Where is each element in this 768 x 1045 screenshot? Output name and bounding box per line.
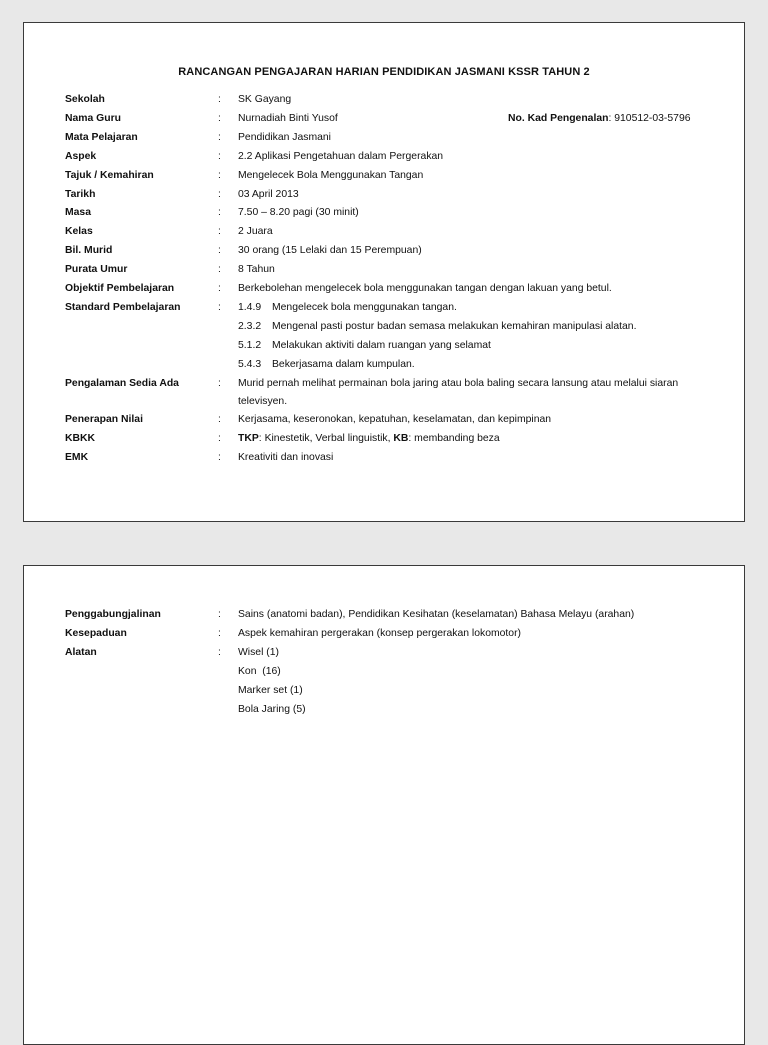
colon-separator: : [218,377,221,389]
value-purata-umur: 8 Tahun [238,264,275,276]
label-sekolah: Sekolah [65,94,105,105]
document-page-1 [23,22,745,522]
row-pengalaman-sedia-ada [65,375,725,411]
row-mata-pelajaran [65,129,725,148]
value-aspek: 2.2 Aplikasi Pengetahuan dalam Pergerakan [238,150,444,162]
colon-separator: : [218,451,221,463]
row-tajuk [65,167,725,186]
label-penggabungjalinan: Penggabungjalinan [65,609,161,620]
colon-separator: : [218,432,221,444]
label-nama-guru: Nama Guru [65,112,122,124]
standard-text: Bekerjasama dalam kumpulan. [272,358,415,370]
value-tajuk: Mengelecek Bola Menggunakan Tangan [238,169,424,181]
value-objektif: Berkebolehan mengelecek bola menggunakan tangan dengan lakuan yang betul. [238,283,612,295]
label-kbkk: KBKK [65,432,96,444]
value-pengalaman-line-2: televisyen. [238,395,288,407]
value-kbkk [238,430,725,449]
row-sekolah [65,91,725,110]
value-penerapan-nilai: Kerjasama, keseronokan, kepatuhan, keselamatan, dan kepimpinan [238,413,552,425]
colon-separator: : [218,131,221,143]
colon-separator: : [218,245,221,257]
alatan-item: Bola Jaring (5) [238,703,306,715]
row-standard-pembelajaran [65,299,725,375]
value-mata-pelajaran: Pendidikan Jasmani [238,131,331,143]
value-tarikh: 03 April 2013 [238,188,299,200]
value-emk: Kreativiti dan inovasi [238,451,334,463]
colon-separator: : [218,207,221,219]
value-nama-guru: Nurnadiah Binti Yusof [238,112,338,124]
row-alatan [65,644,725,720]
value-masa: 7.50 – 8.20 pagi (30 minit) [238,207,359,219]
label-ic-number: No. Kad Pengenalan [508,112,609,124]
value-kb: : membanding beza [408,432,500,444]
colon-separator: : [218,301,221,313]
value-kelas: 2 Juara [238,226,273,238]
standard-code: 5.1.2 [238,339,262,351]
label-tajuk: Tajuk / Kemahiran [65,169,154,181]
label-alatan: Alatan [65,646,97,658]
colon-separator: : [218,627,221,639]
value-ic-number: : 910512-03-5796 [608,112,691,124]
label-tkp: TKP [238,432,259,444]
row-aspek [65,148,725,167]
value-sekolah: SK Gayang [238,94,292,105]
row-kesepaduan [65,625,725,644]
alatan-list [238,644,725,720]
row-nama-guru [65,110,725,129]
colon-separator: : [218,188,221,200]
standard-item [238,318,725,337]
standard-code: 5.4.3 [238,358,262,370]
document-page-2 [23,565,745,1045]
label-mata-pelajaran: Mata Pelajaran [65,131,138,143]
standard-text: Melakukan aktiviti dalam ruangan yang selamat [272,339,491,351]
colon-separator: : [218,413,221,425]
document-title: RANCANGAN PENGAJARAN HARIAN PENDIDIKAN JASMANI KSSR TAHUN 2 [178,66,590,78]
standard-item [238,299,725,318]
alatan-item: Marker set (1) [238,684,303,696]
row-kelas [65,223,725,242]
value-kesepaduan: Aspek kemahiran pergerakan (konsep pergerakan lokomotor) [238,627,522,639]
row-tarikh [65,186,725,205]
lesson-info-table [65,91,725,468]
colon-separator: : [218,112,221,124]
colon-separator: : [218,264,221,276]
value-pengalaman [238,375,725,411]
label-aspek: Aspek [65,150,97,162]
standard-code: 1.4.9 [238,301,262,313]
standard-list [238,299,725,375]
standard-text: Mengenal pasti postur badan semasa melakukan kemahiran manipulasi alatan. [272,320,637,332]
row-penggabungjalinan [65,606,725,625]
alatan-item: Kon (16) [238,665,281,677]
row-kbkk [65,430,725,449]
label-objektif: Objektif Pembelajaran [65,283,175,295]
colon-separator: : [218,283,221,295]
colon-separator: : [218,94,221,105]
row-penerapan-nilai [65,411,725,430]
standard-item [238,337,725,356]
label-pengalaman: Pengalaman Sedia Ada [65,377,179,389]
row-objektif [65,280,725,299]
label-purata-umur: Purata Umur [65,264,128,276]
row-bil-murid [65,242,725,261]
lesson-info-table-continued [65,606,725,719]
label-kb: KB [393,432,409,444]
colon-separator: : [218,646,221,658]
standard-code: 2.3.2 [238,320,262,332]
label-masa: Masa [65,207,91,219]
label-kesepaduan: Kesepaduan [65,627,127,639]
value-penggabungjalinan: Sains (anatomi badan), Pendidikan Kesihatan (keselamatan) Bahasa Melayu (arahan) [238,609,635,620]
colon-separator: : [218,150,221,162]
row-masa [65,204,725,223]
value-nama-guru-cell [238,110,725,129]
row-purata-umur [65,261,725,280]
label-bil-murid: Bil. Murid [65,245,113,257]
ic-number-field [508,110,691,129]
standard-text: Mengelecek bola menggunakan tangan. [272,301,457,313]
alatan-item: Wisel (1) [238,646,279,658]
label-penerapan-nilai: Penerapan Nilai [65,413,143,425]
value-pengalaman-line-1: Murid pernah melihat permainan bola jaring atau bola baling secara lansung atau melalui siaran [238,378,679,390]
colon-separator: : [218,169,221,181]
label-standard-pembelajaran: Standard Pembelajaran [65,301,181,313]
label-emk: EMK [65,451,89,463]
row-emk [65,449,725,468]
colon-separator: : [218,226,221,238]
label-kelas: Kelas [65,226,93,238]
standard-item [238,356,725,375]
value-tkp: : Kinestetik, Verbal linguistik, [258,432,394,444]
colon-separator: : [218,609,221,620]
value-bil-murid: 30 orang (15 Lelaki dan 15 Perempuan) [238,245,422,257]
label-tarikh: Tarikh [65,188,96,200]
